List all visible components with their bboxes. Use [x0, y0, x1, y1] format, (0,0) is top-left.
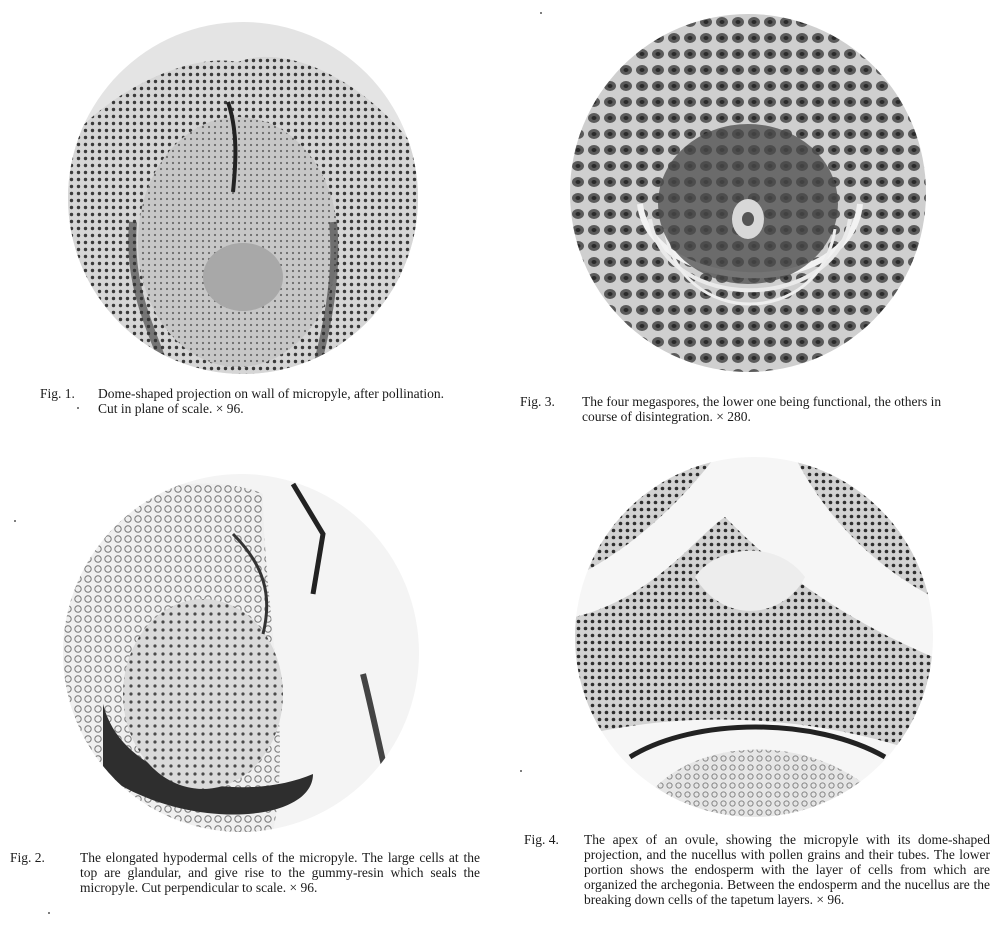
figure-caption-4: [524, 832, 990, 907]
print-speck: [77, 407, 79, 409]
figure-number: Fig. 1.: [40, 386, 75, 401]
micrograph-fig-2-image: [63, 474, 419, 832]
micrograph-fig-4: [575, 457, 933, 817]
micrograph-fig-2: [63, 474, 419, 832]
figure-caption-3: [520, 394, 962, 424]
micrograph-fig-1: [68, 22, 418, 374]
figure-caption-2: [10, 850, 480, 895]
figure-caption-1: [40, 386, 460, 416]
micrograph-fig-3-image: [570, 14, 926, 372]
figure-number: Fig. 2.: [10, 850, 45, 865]
micrograph-fig-4-image: [575, 457, 933, 817]
print-speck: [48, 912, 50, 914]
figure-caption-text: The elongated hypodermal cells of the micropyle. The large cells at the top are glandular, and give rise to the gummy-resin which seals the micropyle. Cut perpendicular to scale. × 96.: [80, 850, 480, 895]
figure-caption-text: Dome-shaped projection on wall of micropyle, after pollination. Cut in plane of scale. × 96.: [98, 386, 445, 416]
micrograph-fig-3: [570, 14, 926, 372]
figure-caption-text: The four megaspores, the lower one being functional, the others in course of disintegration. × 280.: [582, 394, 942, 424]
figure-caption-text: The apex of an ovule, showing the micropyle with its dome-shaped projection, and the nucellus with pollen grains and their tubes. The lower portion shows the endosperm with the layer of cells from which are organized the archegonia. Between the endosperm and the nucellus are the breaking down cells of the tapetum layers. × 96.: [584, 832, 990, 907]
figure-number: Fig. 4.: [524, 832, 559, 847]
micrograph-fig-1-image: [68, 22, 418, 374]
print-speck: [520, 770, 522, 772]
print-speck: [14, 520, 16, 522]
figure-number: Fig. 3.: [520, 394, 555, 409]
print-speck: [540, 12, 542, 14]
